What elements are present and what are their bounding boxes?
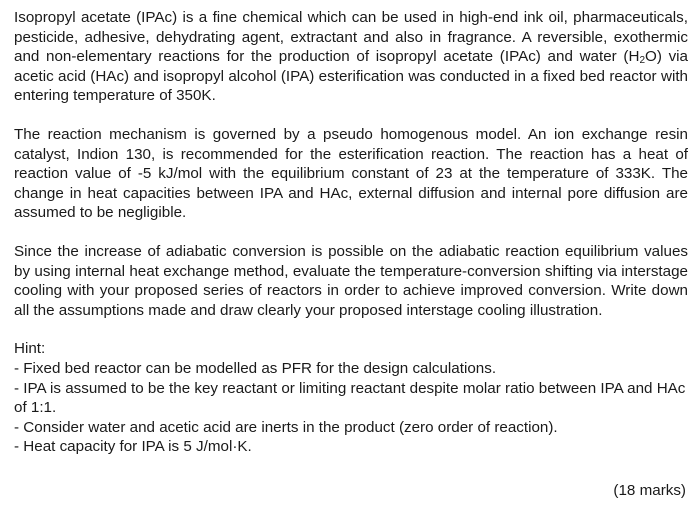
hint-section [14, 339, 688, 457]
paragraph-mechanism: The reaction mechanism is governed by a pseudo homogenous model. An ion exchange resin catalyst, Indion 130, is recommended for the esterification reaction. The reaction has a heat of reaction value of -5 kJ/mol with the equilibrium constant of 23 at the temperature of 333K. The change in heat capacities between IPA and HAc, external diffusion and internal pore diffusion are assumed to be negligible. [14, 125, 688, 222]
paragraph-introduction [14, 8, 688, 106]
paragraph-task: Since the increase of adiabatic conversion is possible on the adiabatic reaction equilibrium values by using internal heat exchange method, evaluate the temperature-conversion shifting via interstage cooling with your proposed series of reactors in order to achieve improved conversion. Write down all the assumptions made and draw clearly your proposed interstage cooling illustration. [14, 242, 688, 319]
question-document [14, 8, 688, 457]
hint-item: - Fixed bed reactor can be modelled as PFR for the design calculations. [14, 359, 497, 377]
hint-item: - IPA is assumed to be the key reactant or limiting reactant despite molar ratio between IPA and HAc of 1:1. [14, 379, 686, 417]
intro-text-part-2: O) via acetic acid (HAc) and isopropyl alcohol (IPA) esterification was conducted in a fixed bed reactor with entering temperature of 350K. [14, 48, 688, 105]
hint-item: - Heat capacity for IPA is 5 J/mol·K. [14, 438, 252, 456]
marks-label: (18 marks) [613, 482, 686, 499]
water-subscript: 2 [639, 55, 646, 67]
hint-title: Hint: [14, 340, 46, 358]
intro-text-part-1: Isopropyl acetate (IPAc) is a fine chemical which can be used in high-end ink oil, pharmaceuticals, pesticide, adhesive, dehydrating agent, extractant and also in fragrance. A reversible, exothermic and non-elementary reactions for the production of isopropyl acetate (IPAc) and water (H [14, 9, 688, 66]
hint-item: - Consider water and acetic acid are inerts in the product (zero order of reaction). [14, 418, 558, 436]
